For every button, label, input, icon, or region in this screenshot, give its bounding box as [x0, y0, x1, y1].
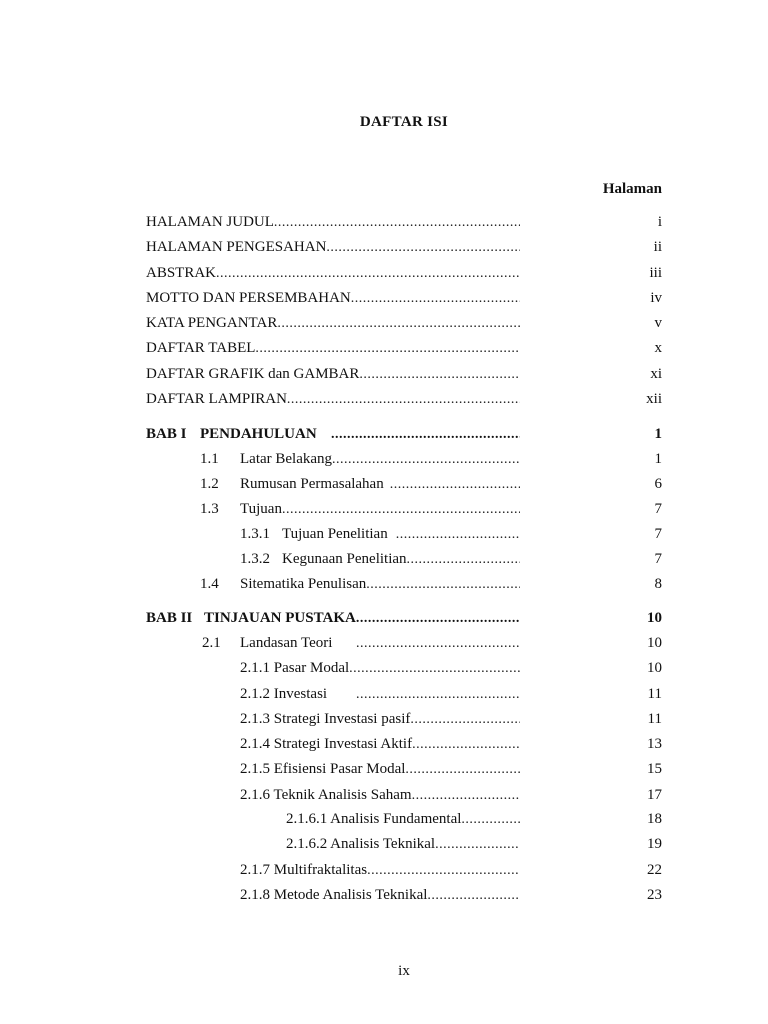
toc-entry	[200, 449, 662, 469]
section-number: 1.3.2	[240, 551, 270, 567]
leader-dots	[412, 786, 520, 805]
toc-entry	[200, 499, 662, 519]
page-number-footer: ix	[398, 963, 410, 979]
toc-label: Latar Belakang	[240, 451, 333, 467]
section-number: 1.1	[200, 451, 219, 467]
toc-entry	[146, 237, 662, 257]
toc-entry	[146, 338, 662, 358]
toc-entry	[286, 809, 662, 829]
toc-label: Tujuan Penelitian	[282, 526, 388, 542]
chapter-title: TINJAUAN PUSTAKA	[204, 610, 356, 626]
toc-label: MOTTO DAN PERSEMBAHAN	[146, 290, 351, 306]
chapter-title: PENDAHULUAN	[200, 426, 317, 442]
toc-label: HALAMAN JUDUL	[146, 214, 274, 230]
toc-page-number: xii	[646, 391, 662, 407]
toc-label: DAFTAR TABEL	[146, 340, 256, 356]
halaman-column-label: Halaman	[602, 181, 662, 197]
toc-chapter-bab-2	[146, 608, 662, 628]
leader-dots	[326, 238, 520, 257]
toc-entry	[202, 633, 662, 653]
toc-entry	[240, 759, 662, 779]
toc-entry	[200, 474, 662, 494]
leader-dots	[351, 289, 520, 308]
toc-label: Kegunaan Penelitian	[282, 551, 407, 567]
toc-page-number: 18	[647, 811, 662, 827]
leader-dots	[405, 760, 520, 779]
leader-dots	[366, 575, 520, 594]
section-number: 2.1	[202, 635, 221, 651]
leader-dots	[277, 314, 520, 333]
toc-page-number: x	[654, 340, 662, 356]
toc-page-number: 13	[647, 736, 662, 752]
section-number: 1.3	[200, 501, 219, 517]
leader-dots	[274, 213, 520, 232]
toc-label: Sitematika Penulisan	[240, 576, 367, 592]
toc-label: 2.1.7 Multifraktalitas	[240, 862, 368, 878]
toc-entry	[240, 684, 662, 704]
toc-label: KATA PENGANTAR	[146, 315, 278, 331]
toc-entry	[240, 709, 662, 729]
toc-page-number: 6	[654, 476, 662, 492]
toc-page-number: 8	[654, 576, 662, 592]
leader-dots	[331, 425, 520, 444]
leader-dots	[367, 861, 520, 880]
toc-entry	[146, 313, 662, 333]
toc-page-number: 15	[647, 761, 662, 777]
toc-entry	[146, 288, 662, 308]
section-number: 1.4	[200, 576, 219, 592]
toc-entry	[200, 574, 662, 594]
toc-page-number: iii	[649, 265, 662, 281]
toc-page-number: 11	[647, 711, 662, 727]
chapter-number: BAB II	[146, 610, 193, 626]
toc-page-number: 10	[647, 635, 662, 651]
toc-entry	[146, 364, 662, 384]
leader-dots	[461, 810, 520, 829]
page-title: DAFTAR ISI	[359, 114, 449, 130]
leader-dots	[356, 685, 520, 704]
toc-page-number: 19	[647, 836, 662, 852]
leader-dots	[410, 710, 520, 729]
section-number: 1.2	[200, 476, 219, 492]
toc-entry	[240, 734, 662, 754]
leader-dots	[287, 390, 520, 409]
leader-dots	[407, 550, 520, 569]
toc-label: 2.1.6 Teknik Analisis Saham	[240, 787, 412, 803]
toc-entry	[146, 389, 662, 409]
toc-page-number: 17	[647, 787, 662, 803]
toc-label: DAFTAR GRAFIK dan GAMBAR	[146, 366, 360, 382]
toc-label: HALAMAN PENGESAHAN	[146, 239, 327, 255]
toc-page-number: 7	[654, 551, 662, 567]
toc-label: Tujuan	[240, 501, 282, 517]
toc-label: ABSTRAK	[146, 265, 217, 281]
toc-page-number: iv	[650, 290, 662, 306]
toc-page-number: 7	[654, 526, 662, 542]
leader-dots	[435, 835, 520, 854]
toc-page-number: i	[657, 214, 662, 230]
leader-dots	[427, 886, 520, 905]
toc-entry	[146, 263, 662, 283]
leader-dots	[255, 339, 520, 358]
toc-page-number: ii	[653, 239, 662, 255]
toc-label: 2.1.6.2 Analisis Teknikal	[286, 836, 436, 852]
leader-dots	[356, 634, 520, 653]
toc-entry	[286, 834, 662, 854]
toc-label: 2.1.6.1 Analisis Fundamental	[286, 811, 462, 827]
leader-dots	[349, 659, 520, 678]
toc-label: Landasan Teori	[240, 635, 333, 651]
toc-label: 2.1.4 Strategi Investasi Aktif	[240, 736, 413, 752]
toc-page-number: 1	[654, 426, 662, 442]
toc-page-number: 10	[647, 660, 662, 676]
toc-entry	[240, 549, 662, 569]
toc-page-number: 7	[654, 501, 662, 517]
toc-label: 2.1.2 Investasi	[240, 686, 328, 702]
toc-page-number: 1	[654, 451, 662, 467]
toc-entry	[240, 885, 662, 905]
toc-label: 2.1.5 Efisiensi Pasar Modal	[240, 761, 406, 777]
chapter-number: BAB I	[146, 426, 187, 442]
leader-dots	[359, 365, 520, 384]
toc-entry	[146, 212, 662, 232]
toc-page-number: xi	[650, 366, 662, 382]
toc-label: 2.1.3 Strategi Investasi pasif	[240, 711, 411, 727]
toc-page-number: 10	[647, 610, 662, 626]
toc-entry	[240, 658, 662, 678]
toc-label: DAFTAR LAMPIRAN	[146, 391, 287, 407]
toc-label: 2.1.1 Pasar Modal	[240, 660, 350, 676]
leader-dots	[356, 609, 520, 628]
toc-label: 2.1.8 Metode Analisis Teknikal	[240, 887, 428, 903]
leader-dots	[282, 500, 520, 519]
toc-entry	[240, 524, 662, 544]
section-number: 1.3.1	[240, 526, 270, 542]
toc-page-number: 11	[647, 686, 662, 702]
toc-entry	[240, 860, 662, 880]
toc-chapter-bab-1	[146, 424, 662, 444]
leader-dots	[390, 475, 520, 494]
toc-page-number: 23	[647, 887, 662, 903]
leader-dots	[396, 525, 520, 544]
leader-dots	[412, 735, 520, 754]
toc-page-number: 22	[647, 862, 662, 878]
toc-page-number: v	[654, 315, 662, 331]
leader-dots	[332, 450, 520, 469]
toc-label: Rumusan Permasalahan	[240, 476, 384, 492]
leader-dots	[216, 264, 520, 283]
toc-entry	[240, 785, 662, 805]
